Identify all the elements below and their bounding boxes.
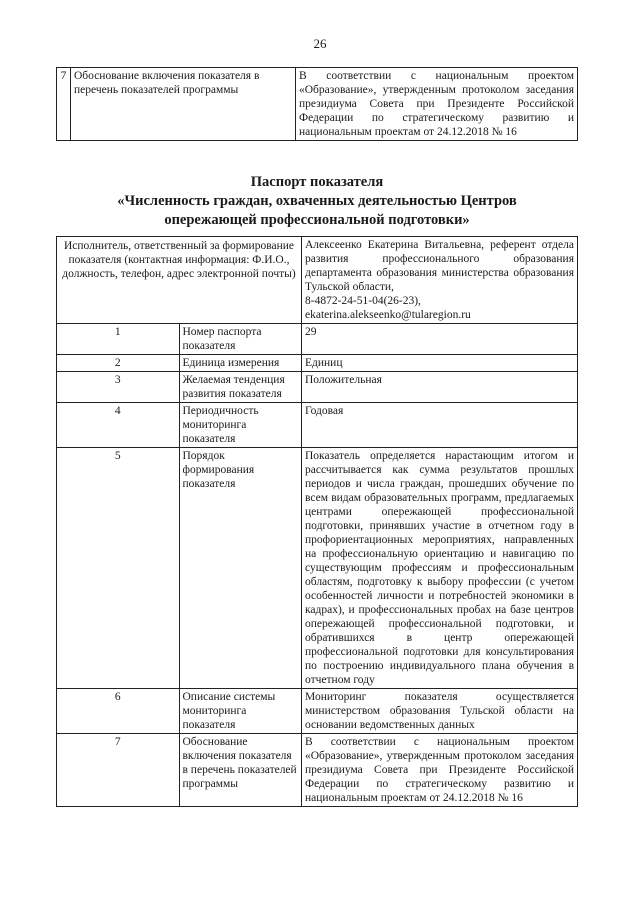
executor-info: Алексеенко Екатерина Витальевна, референт отдела развития профессионального образования департамента образования министерства образования Тульской области,: [305, 239, 574, 293]
row-label: Единица измерения: [179, 355, 302, 372]
executor-value: [302, 237, 578, 324]
row-label: Периодичность мониторинга показателя: [179, 403, 302, 448]
row-label: Порядок формирования показателя: [179, 448, 302, 689]
executor-row: [57, 237, 578, 324]
row-label: Номер паспорта показателя: [179, 324, 302, 355]
row-label: Описание системы мониторинга показателя: [179, 689, 302, 734]
passport-table: [56, 236, 578, 807]
table-row: [57, 355, 578, 372]
table-row: [57, 734, 578, 807]
row-number: 7: [57, 68, 71, 141]
table-row: [57, 689, 578, 734]
table-row: [57, 68, 578, 141]
continued-table: [56, 67, 578, 141]
row-value: Единиц: [302, 355, 578, 372]
row-value: Положительная: [302, 372, 578, 403]
row-value: Годовая: [302, 403, 578, 448]
table-row: [57, 403, 578, 448]
passport-title: [56, 173, 578, 230]
row-number: 2: [57, 355, 180, 372]
title-line: Паспорт показателя: [250, 174, 384, 190]
row-value: В соответствии с национальным проектом «Образование», утвержденным протоколом заседания президиума Совета при Президенте Российской Федерации по стратегическому развитию и национальным проектам от 24.12.2018 № 16: [296, 68, 578, 141]
title-line: опережающей профессиональной подготовки»: [164, 212, 470, 228]
row-label: Обоснование включения показателя в перечень показателей программы: [71, 68, 296, 141]
row-number: 3: [57, 372, 180, 403]
row-number: 4: [57, 403, 180, 448]
row-value: Показатель определяется нарастающим итогом и рассчитывается как сумма результатов прошлых периодов и числа граждан, прошедших обучение по всем видам образовательных программ, предлагаемых центрами опережающей профессиональной подготовки, принявших участие в отчетном году в профориентационных мероприятиях, направленных на профессиональную ориентацию и навигацию по существующим профессиям и профессиональным областям, подготовку к выбору профессии (с учетом особенностей личности и потребностей экономики в кадрах), и профессиональных пробах на базе центров опережающей профессиональной подготовки, и обратившихся в центр опережающей профессиональной подготовки для консультирования по построению индивидуального плана обучения в отчетном году: [302, 448, 578, 689]
executor-label: Исполнитель, ответственный за формирование показателя (контактная информация: Ф.И.О., должность, телефон, адрес электронной почты): [57, 237, 302, 324]
table-row: [57, 324, 578, 355]
executor-email: ekaterina.alekseenko@tularegion.ru: [305, 309, 471, 321]
row-number: 6: [57, 689, 180, 734]
row-number: 7: [57, 734, 180, 807]
row-label: Обоснование включения показателя в перечень показателей программы: [179, 734, 302, 807]
row-number: 5: [57, 448, 180, 689]
page-number: 26: [313, 36, 327, 51]
row-value: 29: [302, 324, 578, 355]
executor-phone: 8-4872-24-51-04(26-23),: [305, 295, 421, 307]
row-value: Мониторинг показателя осуществляется министерством образования Тульской области на основании ведомственных данных: [302, 689, 578, 734]
table-row: [57, 448, 578, 689]
row-number: 1: [57, 324, 180, 355]
table-row: [57, 372, 578, 403]
title-line: «Численность граждан, охваченных деятельностью Центров: [117, 193, 517, 209]
row-label: Желаемая тенденция развития показателя: [179, 372, 302, 403]
row-value: В соответствии с национальным проектом «Образование», утвержденным протоколом заседания президиума Совета при Президенте Российской Федерации по стратегическому развитию и национальным проектам от 24.12.2018 № 16: [302, 734, 578, 807]
